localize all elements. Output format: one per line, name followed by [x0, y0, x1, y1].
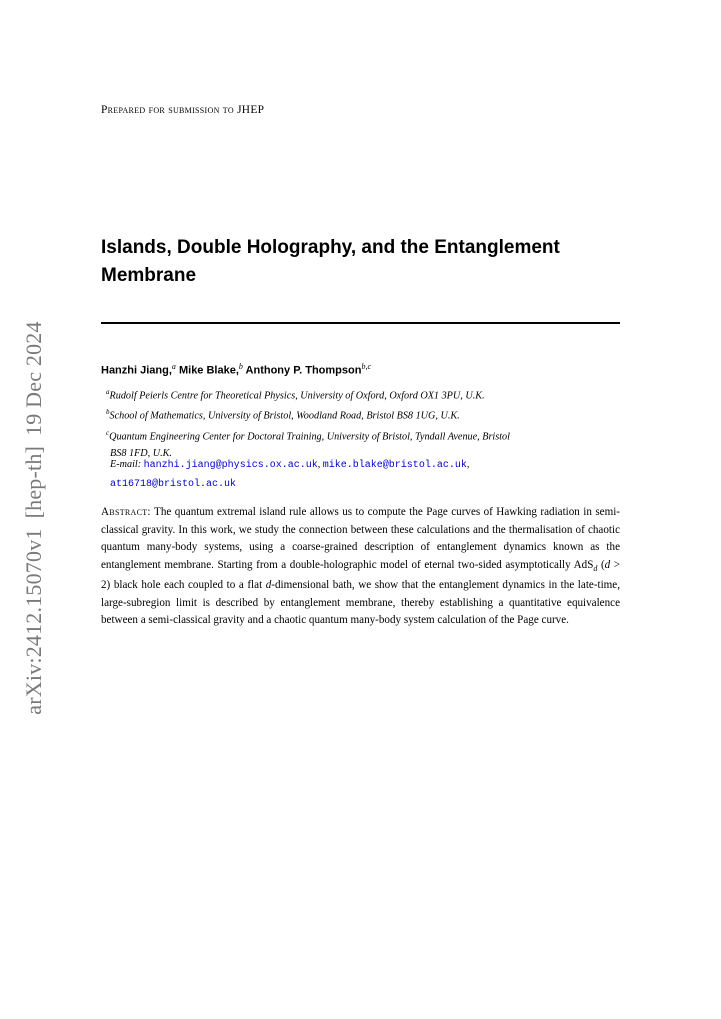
title-rule	[101, 322, 620, 324]
abstract-math-var: d	[604, 558, 611, 571]
arxiv-date: 19 Dec 2024	[21, 321, 46, 436]
author-name: Anthony P. Thompson	[245, 364, 362, 377]
affil-mark: c	[106, 428, 110, 437]
author-affil-mark: b	[238, 362, 243, 371]
abstract-subscript: d	[593, 563, 598, 573]
abstract-text: -dimensional bath, we show that the entanglement dynamics in the late-time, large-subregion limit is described by entanglement membrane, thereby establishing a quantitative equivalence between a semi-classical gravity and a chaotic quantum many-body system calculation of the Page curve.	[101, 579, 621, 627]
arxiv-stamp-text	[21, 321, 47, 714]
abstract-text: The quantum extremal island rule allows us to compute the Page curves of Hawking radiation in semi-classical gravity. In this work, we study the connection between these calculations and the thermalisation of chaotic quantum many-body systems, using a coarse-grained description of entanglement dynamics known as the entanglement membrane. Starting from a double-holographic model of eternal two-sided asymptotically AdS	[101, 506, 620, 571]
affil-text-continued: BS8 1FD, U.K.	[110, 448, 172, 460]
abstract-text: (	[597, 558, 605, 571]
title-line-1: Islands, Double Holography, and the Entanglement	[101, 237, 560, 258]
paper-title	[101, 234, 641, 290]
affil-text: Rudolf Peierls Centre for Theoretical Physics, University of Oxford, Oxford OX1 3PU, U.K.	[109, 390, 485, 402]
title-line-2: Membrane	[101, 265, 197, 286]
affiliation-item	[106, 404, 626, 424]
author-list	[101, 362, 371, 377]
arxiv-sidebar-stamp	[18, 318, 50, 718]
author-affil-mark: b,c	[361, 362, 372, 371]
email-link[interactable]: mike.blake@bristol.ac.uk	[322, 460, 467, 471]
affiliation-item	[106, 384, 626, 404]
author-name: Hanzhi Jiang,	[101, 364, 172, 377]
abstract	[101, 504, 620, 630]
arxiv-id: arXiv:2412.15070v1	[21, 528, 46, 715]
affiliation-list	[106, 384, 626, 462]
abstract-label: Abstract:	[101, 506, 151, 518]
journal-note: Prepared for submission to JHEP	[101, 104, 265, 116]
arxiv-category: [hep-th]	[21, 445, 46, 519]
abstract-math-var: d	[265, 579, 272, 592]
email-link[interactable]: hanzhi.jiang@physics.ox.ac.uk	[143, 460, 318, 471]
author-affil-mark: a	[171, 362, 176, 371]
author-name: Mike Blake,	[178, 364, 239, 377]
email-link[interactable]: at16718@bristol.ac.uk	[110, 479, 237, 490]
affil-mark: b	[106, 408, 110, 417]
abstract-text: > 2) black hole each coupled to a flat	[101, 558, 621, 592]
affil-mark: a	[106, 388, 110, 396]
affil-text: Quantum Engineering Center for Doctoral Training, University of Bristol, Tyndall Avenue, Bristol	[109, 431, 510, 443]
affil-text: School of Mathematics, University of Bristol, Woodland Road, Bristol BS8 1UG, U.K.	[109, 410, 460, 422]
email-label: E-mail:	[110, 459, 142, 470]
email-block: E-mail: hanzhi.jiang@physics.ox.ac.uk, mike.blake@bristol.ac.uk, at16718@bristol.ac.uk	[110, 459, 470, 490]
